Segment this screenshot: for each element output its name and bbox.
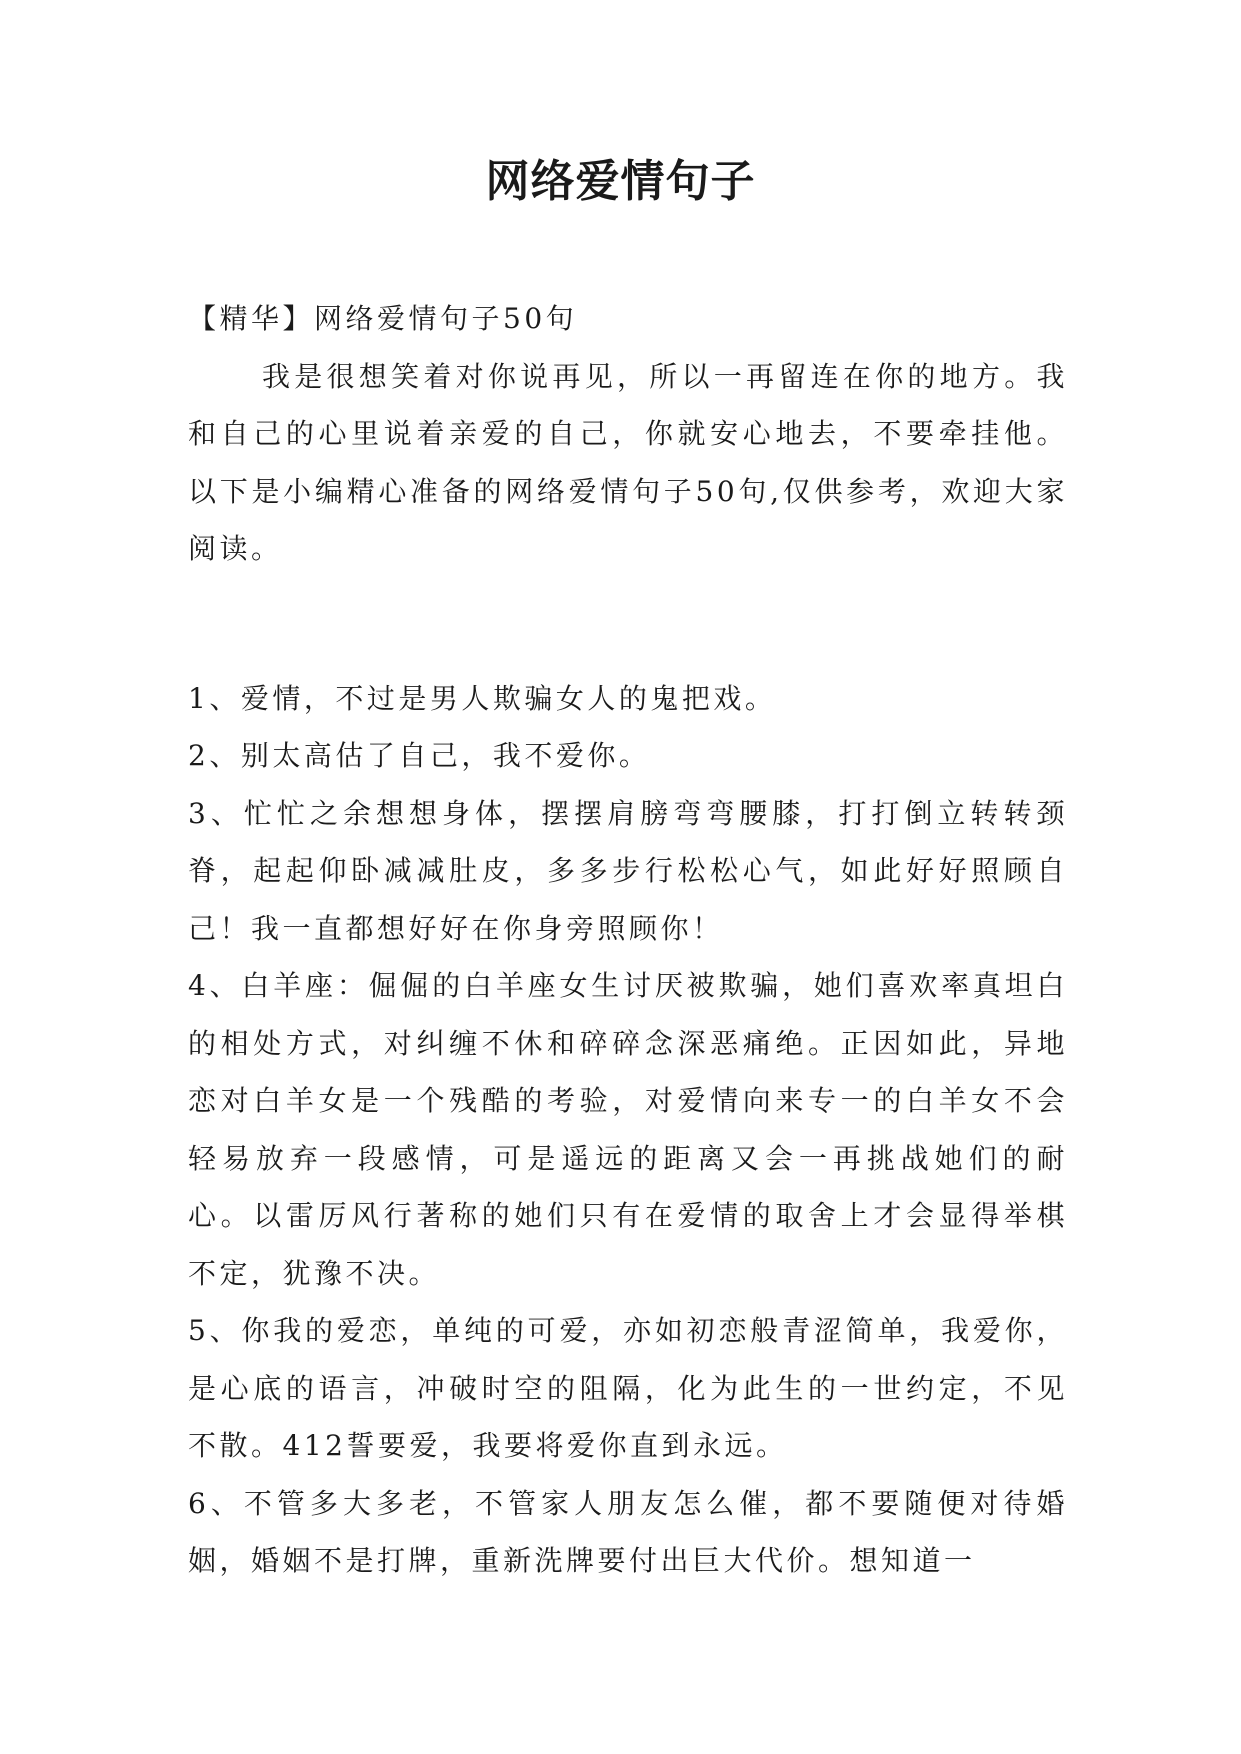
list-item: 4、白羊座：倔倔的白羊座女生讨厌被欺骗，她们喜欢率真坦白的相处方式，对纠缠不休和碎碎念深恶痛绝。正因如此，异地恋对白羊女是一个残酷的考验，对爱情向来专一的白羊女不会轻易放弃一段感情，可是遥远的距离又会一再挑战她们的耐心。以雷厉风行著称的她们只有在爱情的取舍上才会显得举棋不定，犹豫不决。: [188, 969, 1068, 1290]
list-item: 1、爱情，不过是男人欺骗女人的鬼把戏。: [188, 681, 777, 715]
document-subheading: 【精华】网络爱情句子50句: [188, 302, 578, 335]
list-item: 5、你我的爱恋，单纯的可爱，亦如初恋般青涩简单，我爱你，是心底的语言，冲破时空的阻隔，化为此生的一世约定，不见不散。412誓要爱，我要将爱你直到永远。: [188, 1314, 1068, 1462]
list-item: 6、不管多大多老，不管家人朋友怎么催，都不要随便对待婚姻，婚姻不是打牌，重新洗牌要付出巨大代价。想知道一: [188, 1486, 1068, 1577]
paragraph-spacer: [188, 578, 1068, 670]
intro-paragraph: 我是很想笑着对你说再见，所以一再留连在你的地方。我和自己的心里说着亲爱的自己，你就安心地去，不要牵挂他。以下是小编精心准备的网络爱情句子50句,仅供参考，欢迎大家阅读。: [188, 359, 1068, 565]
document-title: 网络爱情句子: [485, 156, 756, 207]
list-item: 3、忙忙之余想想身体，摆摆肩膀弯弯腰膝，打打倒立转转颈脊，起起仰卧减减肚皮，多多步行松松心气，如此好好照顾自己！我一直都想好好在你身旁照顾你！: [188, 796, 1068, 945]
list-item: 2、别太高估了自己，我不爱你。: [188, 739, 651, 772]
document-body: [188, 290, 1068, 1590]
